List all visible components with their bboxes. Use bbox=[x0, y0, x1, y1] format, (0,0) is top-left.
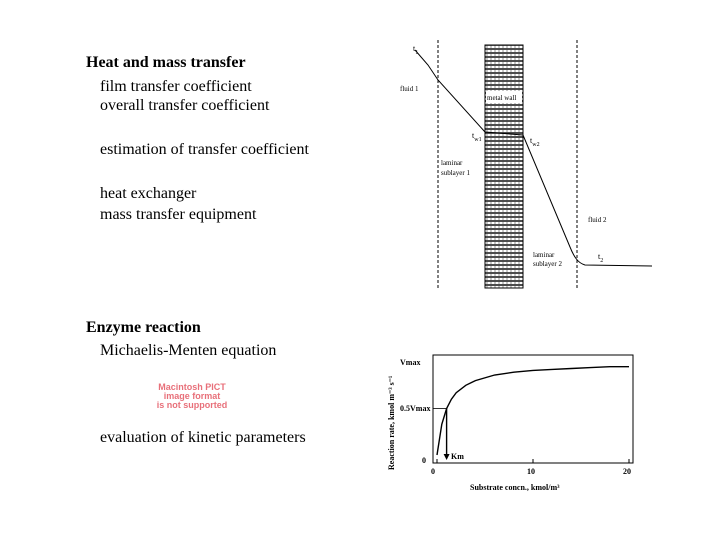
tw2-label: $t_{w2}$ bbox=[530, 136, 540, 148]
laminar-sublayer1-label-a: laminar bbox=[441, 159, 463, 167]
fluid2-label: fluid 2 bbox=[588, 216, 607, 224]
laminar-sublayer2-label-a: laminar bbox=[533, 251, 555, 259]
t1-label: $t_1$ bbox=[413, 44, 419, 56]
t2-label: $t_2$ bbox=[598, 252, 604, 264]
vmax-tick-label: Vmax bbox=[400, 358, 421, 367]
half-vmax-tick-label: 0.5Vmax bbox=[400, 404, 431, 413]
kinetic-parameters-item: evaluation of kinetic parameters bbox=[100, 429, 306, 446]
laminar-sublayer2-label-b: sublayer 2 bbox=[533, 260, 562, 268]
fluid1-label: fluid 1 bbox=[400, 85, 419, 93]
mass-transfer-equipment-item: mass transfer equipment bbox=[100, 206, 257, 223]
pict-line-1: Macintosh PICT bbox=[158, 382, 226, 392]
y-zero-tick-label: 0 bbox=[422, 456, 426, 465]
enzyme-title: Enzyme reaction bbox=[86, 319, 201, 336]
estimation-item: estimation of transfer coefficient bbox=[100, 141, 309, 158]
metal-wall bbox=[485, 45, 523, 288]
temperature-profile-line bbox=[415, 50, 652, 266]
laminar-sublayer1-label-b: sublayer 1 bbox=[441, 169, 470, 177]
x-tick-10: 10 bbox=[527, 467, 535, 476]
pict-line-2: image format bbox=[163, 391, 221, 401]
plot-frame bbox=[433, 355, 633, 463]
heat-exchanger-item: heat exchanger bbox=[100, 185, 197, 202]
michaelis-menten-chart bbox=[380, 345, 650, 510]
pict-unsupported-placeholder bbox=[126, 383, 258, 413]
wall-temperature-diagram bbox=[370, 35, 660, 295]
tw1-label: $t_{w1}$ bbox=[472, 131, 482, 143]
km-arrowhead bbox=[444, 454, 450, 460]
overall-coefficient-item: overall transfer coefficient bbox=[100, 97, 270, 114]
heat-mass-title: Heat and mass transfer bbox=[86, 54, 246, 71]
pict-line-3: is not supported bbox=[156, 400, 228, 410]
metal-wall-label: metal wall bbox=[487, 94, 517, 102]
film-coefficient-item: film transfer coefficient bbox=[100, 78, 252, 95]
km-label: Km bbox=[451, 452, 464, 461]
michaelis-menten-item: Michaelis-Menten equation bbox=[100, 342, 277, 359]
x-tick-20: 20 bbox=[623, 467, 631, 476]
x-tick-0: 0 bbox=[431, 467, 435, 476]
y-axis-label: Reaction rate, kmol m⁻³ s⁻¹ bbox=[387, 375, 396, 470]
x-axis-label: Substrate concn., kmol/m³ bbox=[470, 483, 560, 492]
rate-curve bbox=[437, 367, 629, 455]
